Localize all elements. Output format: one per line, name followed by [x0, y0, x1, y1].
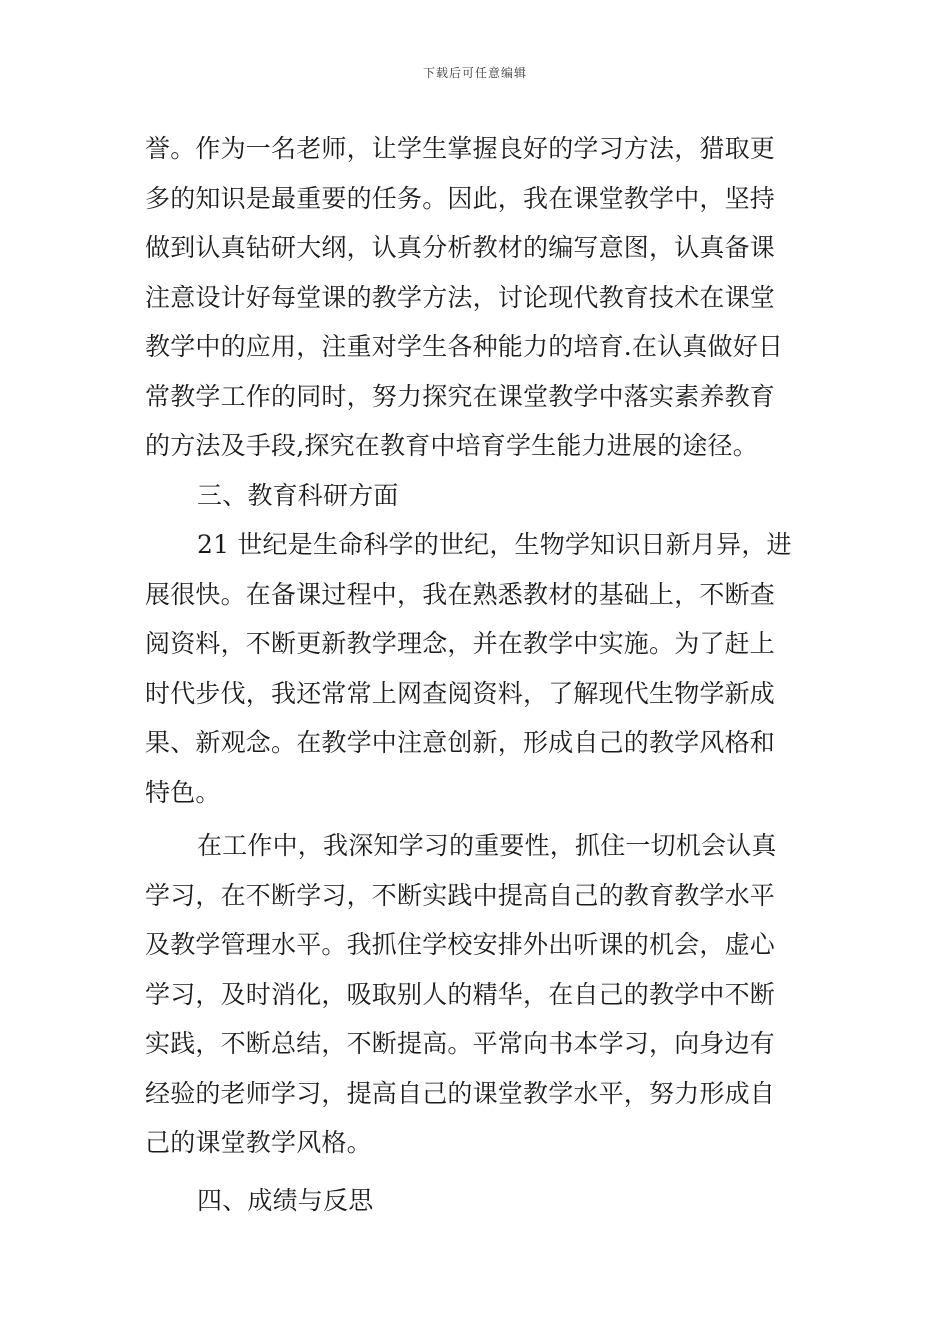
paragraph-3	[145, 821, 809, 1168]
text-line: 果、新观念。在教学中注意创新，形成自己的教学风格和	[145, 728, 776, 757]
text-line: 特色。	[145, 777, 221, 807]
text-line: 己的课堂教学风格。	[145, 1128, 372, 1157]
text-line: 做到认真钻研大纲，认真分析教材的编写意图，认真备课	[145, 233, 776, 262]
paragraph-1	[145, 124, 809, 471]
text-line: 注意设计好每堂课的教学方法，讨论现代教育技术在课堂	[145, 282, 776, 312]
text-line: 教学中的应用，注重对学生各种能力的培育.在认真做好日	[145, 332, 784, 361]
section-heading-3: 三、教育科研方面	[197, 480, 399, 510]
text-line: 多的知识是最重要的任务。因此，我在课堂教学中，坚持	[145, 183, 776, 213]
text-line: 誉。作为一名老师，让学生掌握良好的学习方法，猎取更	[145, 134, 776, 163]
text-line: 及教学管理水平。我抓住学校安排外出听课的机会，虚心	[145, 930, 776, 959]
text-line: 实践，不断总结，不断提高。平常向书本学习，向身边有	[145, 1029, 776, 1058]
paragraph-2	[145, 520, 809, 817]
text-line: 21 世纪是生命科学的世纪，生物学知识日新月异，进	[197, 530, 792, 559]
text-line: 学习，在不断学习，不断实践中提高自己的教育教学水平	[145, 880, 776, 910]
section-heading-4: 四、成绩与反思	[197, 1185, 374, 1215]
document-body	[145, 124, 809, 1225]
text-line: 在工作中，我深知学习的重要性，抓住一切机会认真	[197, 831, 777, 860]
text-line: 学习，及时消化，吸取别人的精华，在自己的教学中不断	[145, 979, 776, 1009]
text-line: 阅资料，不断更新教学理念，并在教学中实施。为了赶上	[145, 629, 776, 658]
text-line: 经验的老师学习，提高自己的课堂教学水平，努力形成自	[145, 1078, 776, 1108]
text-line: 时代步伐，我还常常上网查阅资料，了解现代生物学新成	[145, 678, 776, 708]
text-line: 的方法及手段,探究在教育中培育学生能力进展的途径。	[145, 431, 758, 460]
page-header: 下载后可任意编辑	[422, 66, 527, 80]
text-line: 展很快。在备课过程中，我在熟悉教材的基础上，不断查	[145, 579, 776, 609]
text-line: 常教学工作的同时，努力探究在课堂教学中落实素养教育	[145, 381, 776, 411]
